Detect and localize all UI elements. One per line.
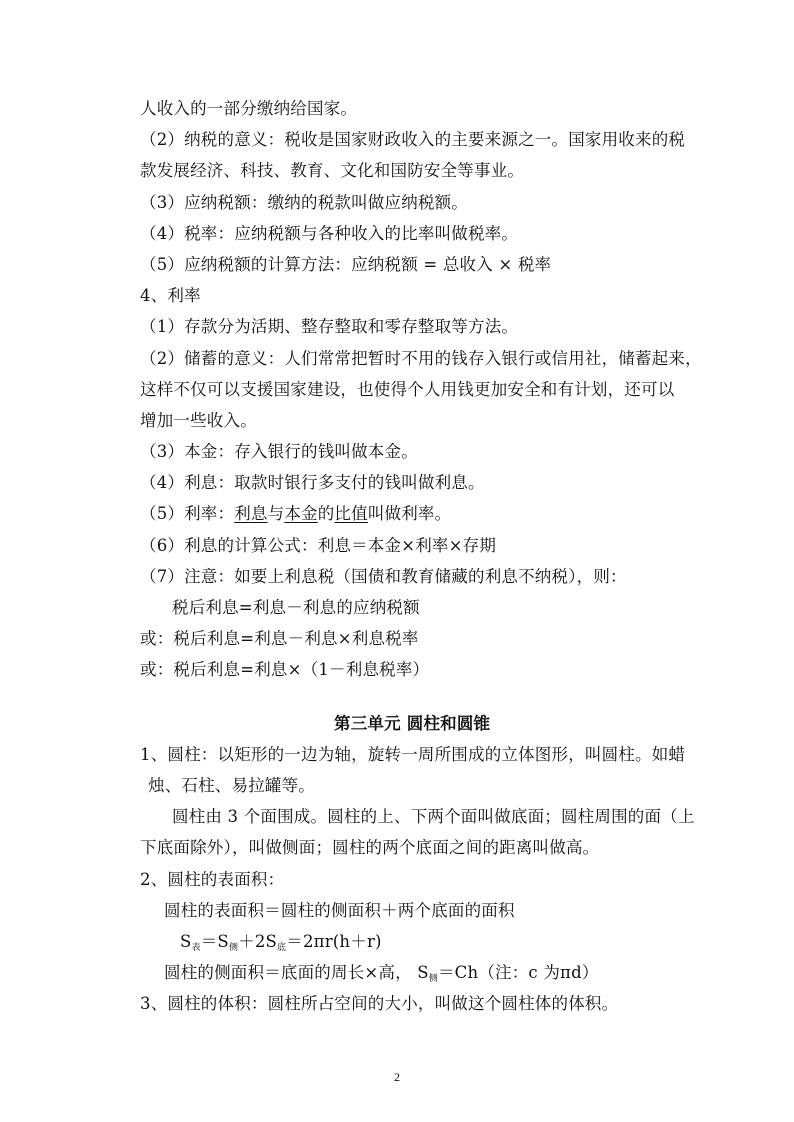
page-number: 2 xyxy=(394,1070,400,1084)
text-line: （6）利息的计算公式：利息＝本金×利率×存期 xyxy=(140,536,497,555)
text-line: 3、圆柱的体积：圆柱所占空间的大小，叫做这个圆柱体的体积。 xyxy=(140,994,619,1013)
text-line: （2）纳税的意义：税收是国家财政收入的主要来源之一。国家用收来的税 xyxy=(140,130,686,149)
text-fragment: （5）利率： xyxy=(140,504,235,523)
formula-line: 税后利息=利息－利息的应纳税额 xyxy=(172,598,420,617)
text-line: （3）应纳税额：缴纳的税款叫做应纳税额。 xyxy=(140,193,468,212)
text-line: 款发展经济、科技、教育、文化和国防安全等事业。 xyxy=(140,161,525,180)
section-title: 第三单元 圆柱和圆锥 xyxy=(334,714,491,733)
text-line: 这样不仅可以支援国家建设，也使得个人用钱更加安全和有计划，还可以 xyxy=(140,380,675,399)
formula-subscript: 底 xyxy=(277,943,287,953)
formula-part: 圆柱的侧面积＝底面的周长×高， S xyxy=(164,963,429,982)
text-line: （4）利息：取款时银行多支付的钱叫做利息。 xyxy=(140,473,485,492)
formula-line xyxy=(164,962,599,990)
text-line: （2）储蓄的意义：人们常常把暂时不用的钱存入银行或信用社，储蓄起来， xyxy=(140,349,702,368)
text-line: 1、圆柱：以矩形的一边为轴，旋转一周所围成的立体图形，叫圆柱。如蜡 xyxy=(140,745,686,764)
text-line: 圆柱的表面积＝圆柱的侧面积＋两个底面的面积 xyxy=(164,901,515,920)
underlined-term: 比值 xyxy=(334,504,368,523)
formula-part: ＋2S xyxy=(238,932,278,951)
formula-part: ＝Ch（注：c 为πd） xyxy=(437,963,599,982)
text-line: 2、圆柱的表面积： xyxy=(140,870,285,889)
formula-line xyxy=(180,931,382,959)
underlined-term: 本金 xyxy=(284,504,318,523)
formula-part: ＝S xyxy=(200,932,229,951)
formula-line: 或：税后利息=利息×（1－利息税率） xyxy=(140,660,430,679)
text-line xyxy=(140,503,451,525)
text-line: 人收入的一部分缴纳给国家。 xyxy=(140,99,358,118)
formula-part: ＝2πr(h＋r) xyxy=(286,932,382,951)
underlined-term: 利息 xyxy=(234,504,268,523)
text-line: 圆柱由 3 个面围成。圆柱的上、下两个面叫做底面；圆柱周围的面（上 xyxy=(172,807,695,826)
text-line: （1）存款分为活期、整存整取和零存整取等方法。 xyxy=(140,317,519,336)
text-line: （3）本金：存入银行的钱叫做本金。 xyxy=(140,442,418,461)
text-line: （5）应纳税额的计算方法：应纳税额 = 总收入 × 税率 xyxy=(140,255,552,274)
text-fragment: 与 xyxy=(267,504,285,523)
formula-line: 或：税后利息=利息－利息×利息税率 xyxy=(140,629,419,648)
formula-subscript: 侧 xyxy=(228,943,239,953)
text-line: 烛、石柱、易拉罐等。 xyxy=(148,776,315,795)
formula-subscript: 表 xyxy=(191,943,201,953)
text-line: （4）税率：应纳税额与各种收入的比率叫做税率。 xyxy=(140,224,519,243)
subsection-heading: 4、利率 xyxy=(140,286,201,305)
text-line: 下底面除外），叫做侧面；圆柱的两个底面之间的距离叫做高。 xyxy=(140,838,600,857)
text-line: 增加一些收入。 xyxy=(140,411,257,430)
formula-part: S xyxy=(180,932,192,951)
text-line: （7）注意：如要上利息税（国债和教育储藏的利息不纳税），则： xyxy=(140,567,627,586)
formula-subscript: 侧 xyxy=(428,974,438,984)
text-fragment: 叫做利率。 xyxy=(367,504,452,523)
text-fragment: 的 xyxy=(317,504,335,523)
